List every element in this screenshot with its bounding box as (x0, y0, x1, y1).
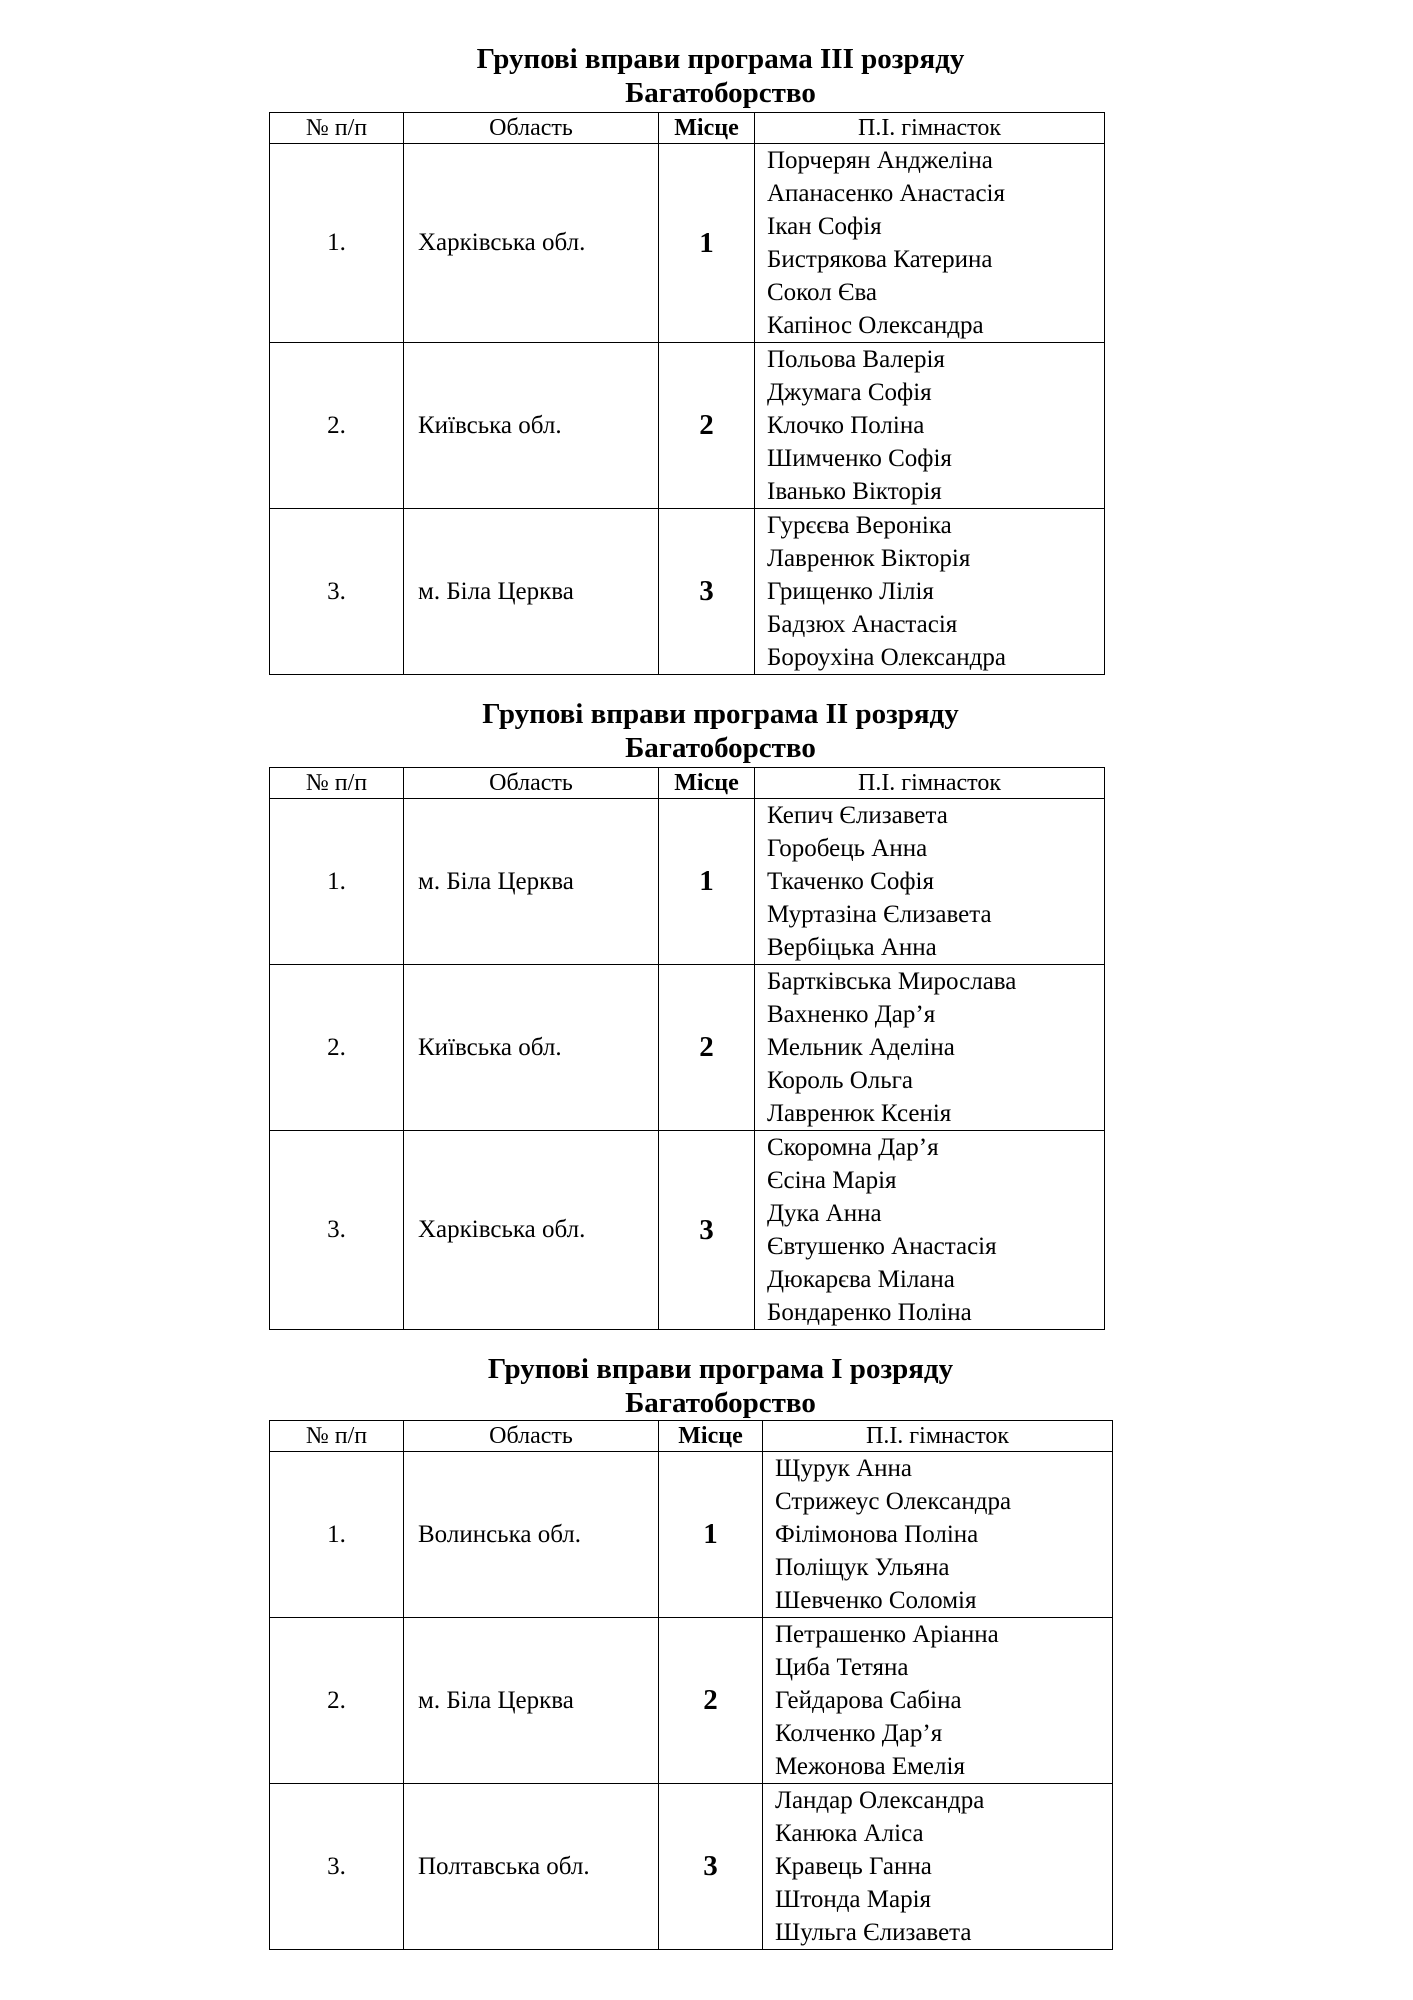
gymnast-name: Лавренюк Ксенія (767, 1100, 952, 1127)
row-number: 2. (270, 343, 404, 509)
header-region: Область (404, 1421, 659, 1452)
row-region: Полтавська обл. (404, 1784, 659, 1950)
gymnast-name: Гейдарова Сабіна (775, 1687, 962, 1714)
gymnast-name: Філімонова Поліна (775, 1521, 979, 1548)
row-gymnasts (755, 1131, 1105, 1330)
section-grade-1 (0, 1352, 1413, 1420)
gymnast-name: Шимченко Софія (767, 445, 952, 472)
table-row (270, 509, 1105, 675)
gymnast-name: Шевченко Соломія (775, 1587, 977, 1614)
table-row (270, 1784, 1113, 1950)
gymnast-name: Капінос Олександра (767, 312, 984, 339)
table-header-row (270, 1421, 1113, 1452)
gymnast-name: Апанасенко Анастасія (767, 180, 1006, 207)
row-region: м. Біла Церква (404, 799, 659, 965)
row-gymnasts (763, 1618, 1113, 1784)
section-title: Групові вправи програма І розряду (487, 1353, 954, 1385)
gymnast-name: Бороухіна Олександра (767, 644, 1006, 671)
header-names: П.І. гімнасток (755, 768, 1105, 799)
gymnast-name: Джумага Софія (767, 379, 932, 406)
table-row (270, 1618, 1113, 1784)
row-number: 2. (270, 965, 404, 1131)
gymnast-name: Вахненко Дар’я (767, 1001, 936, 1028)
row-place: 1 (659, 144, 755, 343)
row-region: Харківська обл. (404, 144, 659, 343)
row-place: 3 (659, 509, 755, 675)
gymnast-name: Гурєєва Вероніка (767, 512, 952, 539)
header-num: № п/п (270, 113, 404, 144)
header-num: № п/п (270, 768, 404, 799)
gymnast-name: Бистрякова Катерина (767, 246, 993, 273)
row-number: 3. (270, 1784, 404, 1950)
gymnast-name: Горобець Анна (767, 835, 928, 862)
row-number: 2. (270, 1618, 404, 1784)
gymnast-name: Порчерян Анджеліна (767, 147, 993, 174)
row-number: 3. (270, 1131, 404, 1330)
gymnast-name: Грищенко Лілія (767, 578, 934, 605)
table-row (270, 343, 1105, 509)
section-title: Групові вправи програма ІІ розряду (482, 698, 959, 730)
gymnast-name: Іванько Вікторія (767, 478, 942, 505)
row-number: 1. (270, 799, 404, 965)
row-place: 2 (659, 1618, 763, 1784)
gymnast-name: Кепич Єлизавета (767, 802, 948, 829)
row-region: м. Біла Церква (404, 1618, 659, 1784)
table-header-row (270, 113, 1105, 144)
row-gymnasts (755, 509, 1105, 675)
gymnast-name: Дука Анна (767, 1200, 882, 1227)
gymnast-name: Скоромна Дар’я (767, 1134, 939, 1161)
gymnast-name: Ткаченко Софія (767, 868, 935, 895)
gymnast-name: Бартківська Мирослава (767, 968, 1017, 995)
gymnast-name: Канюка Аліса (775, 1820, 924, 1847)
gymnast-name: Єсіна Марія (767, 1167, 897, 1194)
gymnast-name: Клочко Поліна (767, 412, 925, 439)
gymnast-name: Євтушенко Анастасія (767, 1233, 997, 1260)
gymnast-name: Колченко Дар’я (775, 1720, 943, 1747)
section-grade-3 (0, 42, 1413, 110)
row-region: Харківська обл. (404, 1131, 659, 1330)
gymnast-name: Петрашенко Аріанна (775, 1621, 999, 1648)
row-gymnasts (755, 965, 1105, 1131)
gymnast-name: Бадзюх Анастасія (767, 611, 958, 638)
row-number: 1. (270, 144, 404, 343)
header-num: № п/п (270, 1421, 404, 1452)
gymnast-name: Мельник Аделіна (767, 1034, 955, 1061)
gymnast-name: Стрижеус Олександра (775, 1488, 1012, 1515)
row-number: 3. (270, 509, 404, 675)
gymnast-name: Лавренюк Вікторія (767, 545, 971, 572)
gymnast-name: Кравець Ганна (775, 1853, 932, 1880)
row-place: 2 (659, 343, 755, 509)
header-names: П.І. гімнасток (755, 113, 1105, 144)
section-subtitle: Багатоборство (625, 732, 816, 764)
gymnast-name: Поліщук Ульяна (775, 1554, 950, 1581)
row-place: 3 (659, 1784, 763, 1950)
gymnast-name: Шульга Єлизавета (775, 1919, 972, 1946)
gymnast-name: Штонда Марія (775, 1886, 932, 1913)
header-region: Область (404, 768, 659, 799)
row-gymnasts (755, 343, 1105, 509)
table-row (270, 1131, 1105, 1330)
gymnast-name: Польова Валерія (767, 346, 945, 373)
row-region: Київська обл. (404, 343, 659, 509)
row-number: 1. (270, 1452, 404, 1618)
row-place: 1 (659, 799, 755, 965)
gymnast-name: Сокол Єва (767, 279, 878, 306)
gymnast-name: Ікан Софія (767, 213, 882, 240)
row-gymnasts (755, 144, 1105, 343)
section-subtitle: Багатоборство (625, 1387, 816, 1419)
row-gymnasts (763, 1784, 1113, 1950)
section-subtitle: Багатоборство (625, 77, 816, 109)
table-row (270, 965, 1105, 1131)
gymnast-name: Бондаренко Поліна (767, 1299, 972, 1326)
header-place: Місце (659, 1421, 763, 1452)
row-region: Київська обл. (404, 965, 659, 1131)
gymnast-name: Циба Тетяна (775, 1654, 909, 1681)
gymnast-name: Вербіцька Анна (767, 934, 937, 961)
section-title: Групові вправи програма ІІІ розряду (476, 43, 965, 75)
gymnast-name: Дюкарєва Мілана (767, 1266, 955, 1293)
row-gymnasts (763, 1452, 1113, 1618)
gymnast-name: Муртазіна Єлизавета (767, 901, 992, 928)
header-place: Місце (659, 768, 755, 799)
row-place: 2 (659, 965, 755, 1131)
header-place: Місце (659, 113, 755, 144)
gymnast-name: Щурук Анна (775, 1455, 912, 1482)
row-gymnasts (755, 799, 1105, 965)
header-region: Область (404, 113, 659, 144)
row-place: 3 (659, 1131, 755, 1330)
table-row (270, 799, 1105, 965)
section-grade-2 (0, 697, 1413, 765)
row-region: Волинська обл. (404, 1452, 659, 1618)
row-place: 1 (659, 1452, 763, 1618)
row-region: м. Біла Церква (404, 509, 659, 675)
gymnast-name: Ландар Олександра (775, 1787, 985, 1814)
results-table-grade-3 (269, 112, 1105, 675)
table-header-row (270, 768, 1105, 799)
table-row (270, 144, 1105, 343)
gymnast-name: Король Ольга (767, 1067, 914, 1094)
results-table-grade-2 (269, 767, 1105, 1330)
results-table-grade-1 (269, 1420, 1113, 1950)
gymnast-name: Межонова Емелія (775, 1753, 965, 1780)
table-row (270, 1452, 1113, 1618)
header-names: П.І. гімнасток (763, 1421, 1113, 1452)
